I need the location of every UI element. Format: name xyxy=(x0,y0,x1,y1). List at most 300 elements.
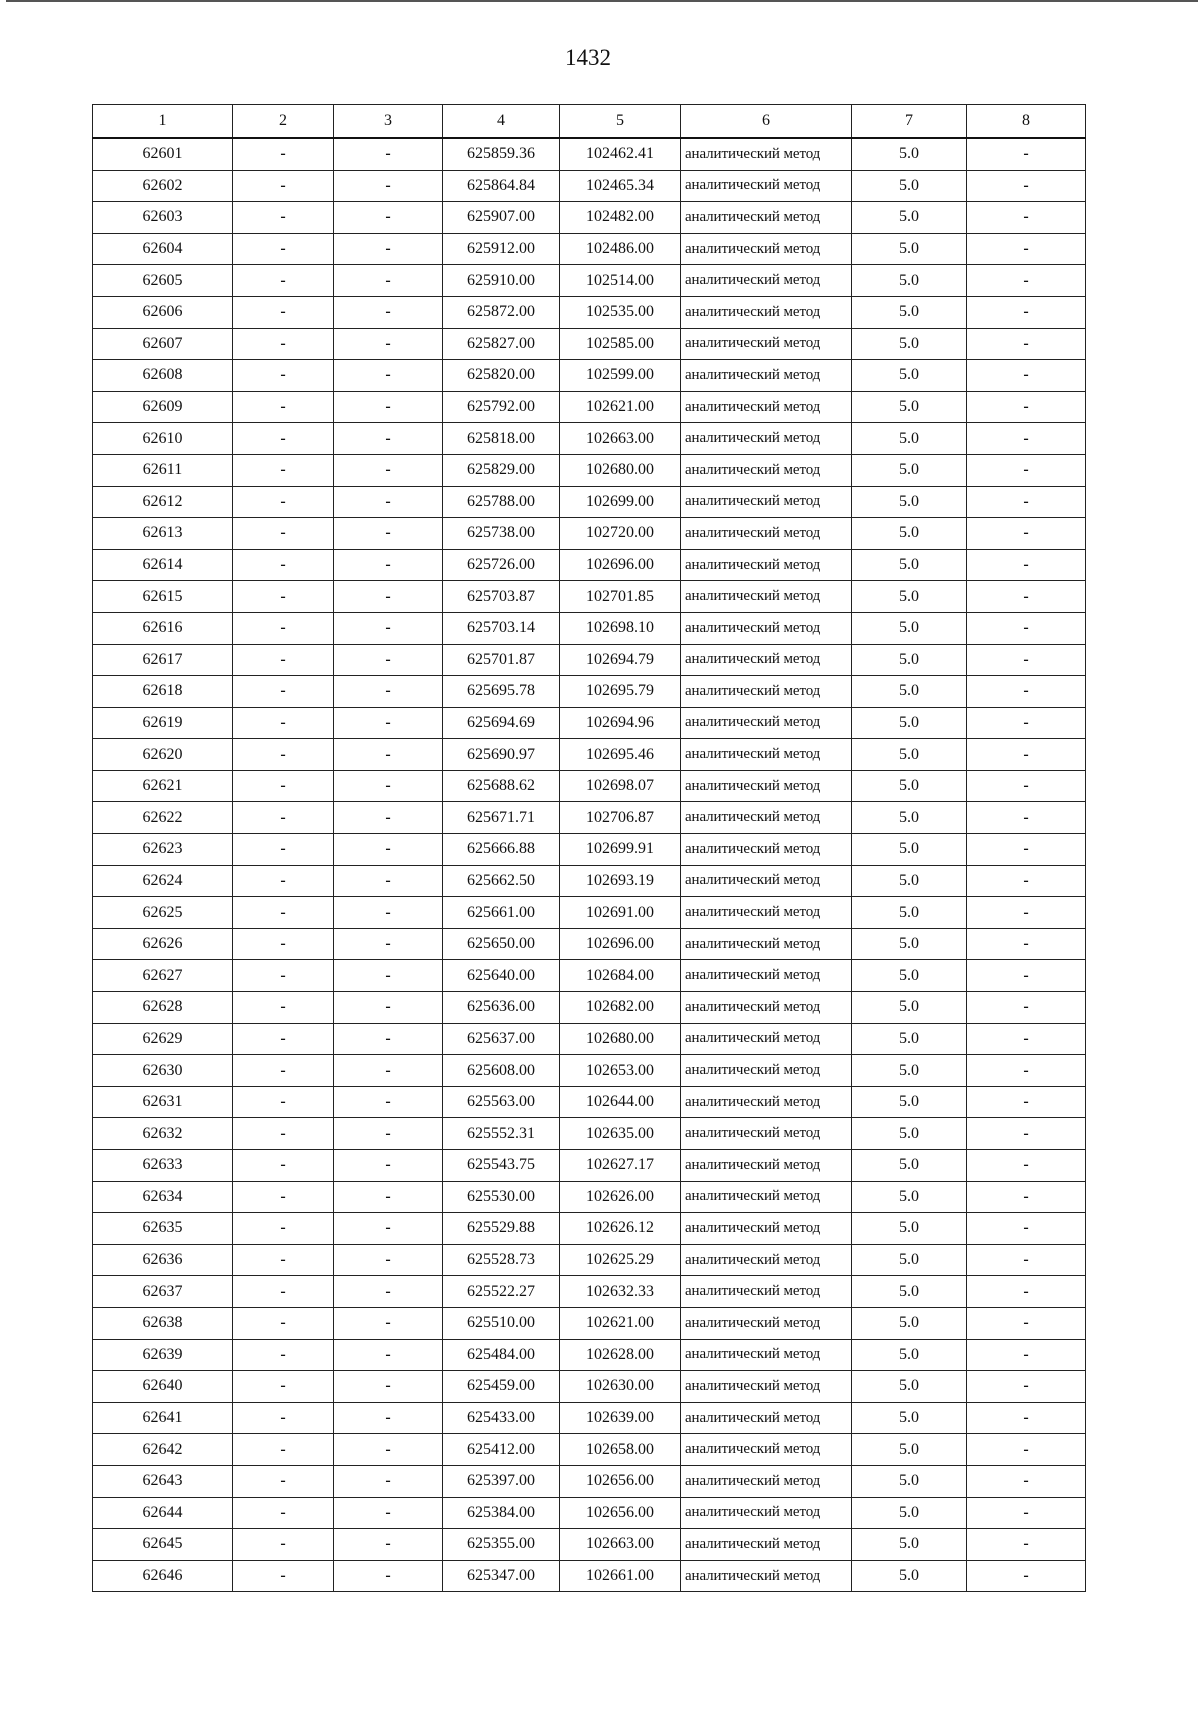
col2-cell: - xyxy=(233,1213,334,1245)
table-row xyxy=(93,928,1086,960)
point-number-cell: 62601 xyxy=(93,138,233,170)
point-number-cell: 62641 xyxy=(93,1402,233,1434)
method-cell: аналитический метод xyxy=(681,707,852,739)
point-number-cell: 62630 xyxy=(93,1055,233,1087)
col8-cell: - xyxy=(967,1307,1086,1339)
col2-cell: - xyxy=(233,423,334,455)
method-cell: аналитический метод xyxy=(681,138,852,170)
method-cell: аналитический метод xyxy=(681,960,852,992)
table-row xyxy=(93,676,1086,708)
method-cell: аналитический метод xyxy=(681,1150,852,1182)
coord-y-cell: 102627.17 xyxy=(560,1150,681,1182)
accuracy-cell: 5.0 xyxy=(852,549,967,581)
accuracy-cell: 5.0 xyxy=(852,707,967,739)
method-cell: аналитический метод xyxy=(681,1402,852,1434)
method-cell: аналитический метод xyxy=(681,1181,852,1213)
accuracy-cell: 5.0 xyxy=(852,518,967,550)
coord-y-cell: 102639.00 xyxy=(560,1402,681,1434)
col2-cell: - xyxy=(233,928,334,960)
point-number-cell: 62636 xyxy=(93,1244,233,1276)
coord-y-cell: 102696.00 xyxy=(560,928,681,960)
table-row xyxy=(93,360,1086,392)
coord-y-cell: 102691.00 xyxy=(560,897,681,929)
coord-y-cell: 102695.46 xyxy=(560,739,681,771)
coord-y-cell: 102698.10 xyxy=(560,612,681,644)
coord-x-cell: 625662.50 xyxy=(443,865,560,897)
col8-cell: - xyxy=(967,1055,1086,1087)
point-number-cell: 62607 xyxy=(93,328,233,360)
table-row xyxy=(93,1023,1086,1055)
coord-y-cell: 102699.00 xyxy=(560,486,681,518)
point-number-cell: 62627 xyxy=(93,960,233,992)
col3-cell: - xyxy=(334,1181,443,1213)
col2-cell: - xyxy=(233,486,334,518)
column-header: 7 xyxy=(852,105,967,139)
col8-cell: - xyxy=(967,739,1086,771)
col2-cell: - xyxy=(233,549,334,581)
accuracy-cell: 5.0 xyxy=(852,1086,967,1118)
col3-cell: - xyxy=(334,360,443,392)
col8-cell: - xyxy=(967,581,1086,613)
col8-cell: - xyxy=(967,834,1086,866)
table-row xyxy=(93,1307,1086,1339)
col8-cell: - xyxy=(967,928,1086,960)
coord-x-cell: 625640.00 xyxy=(443,960,560,992)
col3-cell: - xyxy=(334,1339,443,1371)
accuracy-cell: 5.0 xyxy=(852,454,967,486)
accuracy-cell: 5.0 xyxy=(852,992,967,1024)
col2-cell: - xyxy=(233,1339,334,1371)
col8-cell: - xyxy=(967,1402,1086,1434)
method-cell: аналитический метод xyxy=(681,1086,852,1118)
table-row xyxy=(93,1402,1086,1434)
point-number-cell: 62614 xyxy=(93,549,233,581)
method-cell: аналитический метод xyxy=(681,1307,852,1339)
point-number-cell: 62609 xyxy=(93,391,233,423)
coord-y-cell: 102706.87 xyxy=(560,802,681,834)
coord-x-cell: 625703.87 xyxy=(443,581,560,613)
accuracy-cell: 5.0 xyxy=(852,960,967,992)
coord-x-cell: 625510.00 xyxy=(443,1307,560,1339)
accuracy-cell: 5.0 xyxy=(852,1213,967,1245)
col3-cell: - xyxy=(334,1371,443,1403)
col8-cell: - xyxy=(967,644,1086,676)
coord-x-cell: 625563.00 xyxy=(443,1086,560,1118)
table-row xyxy=(93,1276,1086,1308)
col2-cell: - xyxy=(233,581,334,613)
col8-cell: - xyxy=(967,1023,1086,1055)
coord-y-cell: 102465.34 xyxy=(560,170,681,202)
accuracy-cell: 5.0 xyxy=(852,770,967,802)
method-cell: аналитический метод xyxy=(681,581,852,613)
point-number-cell: 62610 xyxy=(93,423,233,455)
point-number-cell: 62612 xyxy=(93,486,233,518)
method-cell: аналитический метод xyxy=(681,928,852,960)
table-row xyxy=(93,1244,1086,1276)
point-number-cell: 62646 xyxy=(93,1560,233,1592)
coord-x-cell: 625484.00 xyxy=(443,1339,560,1371)
accuracy-cell: 5.0 xyxy=(852,1465,967,1497)
accuracy-cell: 5.0 xyxy=(852,391,967,423)
col8-cell: - xyxy=(967,486,1086,518)
table-row xyxy=(93,1086,1086,1118)
coord-x-cell: 625910.00 xyxy=(443,265,560,297)
method-cell: аналитический метод xyxy=(681,1339,852,1371)
col8-cell: - xyxy=(967,802,1086,834)
col8-cell: - xyxy=(967,1465,1086,1497)
accuracy-cell: 5.0 xyxy=(852,1529,967,1561)
col8-cell: - xyxy=(967,676,1086,708)
method-cell: аналитический метод xyxy=(681,1244,852,1276)
method-cell: аналитический метод xyxy=(681,233,852,265)
col2-cell: - xyxy=(233,1371,334,1403)
accuracy-cell: 5.0 xyxy=(852,138,967,170)
col3-cell: - xyxy=(334,486,443,518)
accuracy-cell: 5.0 xyxy=(852,1023,967,1055)
method-cell: аналитический метод xyxy=(681,1276,852,1308)
col2-cell: - xyxy=(233,1497,334,1529)
table-row xyxy=(93,960,1086,992)
coord-x-cell: 625859.36 xyxy=(443,138,560,170)
col3-cell: - xyxy=(334,770,443,802)
table-row xyxy=(93,1339,1086,1371)
table-row xyxy=(93,138,1086,170)
col8-cell: - xyxy=(967,960,1086,992)
coord-x-cell: 625543.75 xyxy=(443,1150,560,1182)
point-number-cell: 62634 xyxy=(93,1181,233,1213)
col2-cell: - xyxy=(233,1150,334,1182)
col2-cell: - xyxy=(233,1307,334,1339)
table-row xyxy=(93,612,1086,644)
coord-x-cell: 625397.00 xyxy=(443,1465,560,1497)
col8-cell: - xyxy=(967,549,1086,581)
point-number-cell: 62605 xyxy=(93,265,233,297)
accuracy-cell: 5.0 xyxy=(852,486,967,518)
accuracy-cell: 5.0 xyxy=(852,644,967,676)
point-number-cell: 62613 xyxy=(93,518,233,550)
col3-cell: - xyxy=(334,1118,443,1150)
table-row xyxy=(93,1055,1086,1087)
accuracy-cell: 5.0 xyxy=(852,1371,967,1403)
method-cell: аналитический метод xyxy=(681,296,852,328)
page-number: 1432 xyxy=(565,45,611,70)
coord-x-cell: 625636.00 xyxy=(443,992,560,1024)
col2-cell: - xyxy=(233,739,334,771)
point-number-cell: 62608 xyxy=(93,360,233,392)
table-row xyxy=(93,707,1086,739)
col2-cell: - xyxy=(233,1023,334,1055)
accuracy-cell: 5.0 xyxy=(852,676,967,708)
column-header: 1 xyxy=(93,105,233,139)
point-number-cell: 62628 xyxy=(93,992,233,1024)
point-number-cell: 62631 xyxy=(93,1086,233,1118)
col8-cell: - xyxy=(967,518,1086,550)
coord-y-cell: 102701.85 xyxy=(560,581,681,613)
col2-cell: - xyxy=(233,1181,334,1213)
table-body xyxy=(93,138,1086,1592)
col3-cell: - xyxy=(334,549,443,581)
accuracy-cell: 5.0 xyxy=(852,265,967,297)
coord-x-cell: 625701.87 xyxy=(443,644,560,676)
point-number-cell: 62644 xyxy=(93,1497,233,1529)
coord-y-cell: 102698.07 xyxy=(560,770,681,802)
col3-cell: - xyxy=(334,581,443,613)
coord-y-cell: 102663.00 xyxy=(560,423,681,455)
col2-cell: - xyxy=(233,770,334,802)
col8-cell: - xyxy=(967,328,1086,360)
accuracy-cell: 5.0 xyxy=(852,423,967,455)
col3-cell: - xyxy=(334,992,443,1024)
accuracy-cell: 5.0 xyxy=(852,928,967,960)
col2-cell: - xyxy=(233,202,334,234)
table-row xyxy=(93,802,1086,834)
col3-cell: - xyxy=(334,454,443,486)
col3-cell: - xyxy=(334,1213,443,1245)
table-row xyxy=(93,170,1086,202)
col3-cell: - xyxy=(334,612,443,644)
table-row xyxy=(93,518,1086,550)
method-cell: аналитический метод xyxy=(681,1213,852,1245)
point-number-cell: 62624 xyxy=(93,865,233,897)
table-row xyxy=(93,1181,1086,1213)
col3-cell: - xyxy=(334,518,443,550)
accuracy-cell: 5.0 xyxy=(852,1118,967,1150)
accuracy-cell: 5.0 xyxy=(852,296,967,328)
coord-y-cell: 102621.00 xyxy=(560,1307,681,1339)
col3-cell: - xyxy=(334,265,443,297)
coord-y-cell: 102656.00 xyxy=(560,1497,681,1529)
coord-y-cell: 102462.41 xyxy=(560,138,681,170)
col2-cell: - xyxy=(233,707,334,739)
col2-cell: - xyxy=(233,1434,334,1466)
coord-y-cell: 102626.00 xyxy=(560,1181,681,1213)
coord-y-cell: 102680.00 xyxy=(560,454,681,486)
method-cell: аналитический метод xyxy=(681,865,852,897)
coord-y-cell: 102696.00 xyxy=(560,549,681,581)
coord-y-cell: 102514.00 xyxy=(560,265,681,297)
table-row xyxy=(93,1434,1086,1466)
col2-cell: - xyxy=(233,518,334,550)
method-cell: аналитический метод xyxy=(681,1434,852,1466)
col2-cell: - xyxy=(233,296,334,328)
table-row xyxy=(93,834,1086,866)
col8-cell: - xyxy=(967,391,1086,423)
coord-y-cell: 102694.96 xyxy=(560,707,681,739)
method-cell: аналитический метод xyxy=(681,1118,852,1150)
point-number-cell: 62602 xyxy=(93,170,233,202)
coord-y-cell: 102585.00 xyxy=(560,328,681,360)
column-header: 8 xyxy=(967,105,1086,139)
accuracy-cell: 5.0 xyxy=(852,1307,967,1339)
col8-cell: - xyxy=(967,1276,1086,1308)
method-cell: аналитический метод xyxy=(681,518,852,550)
coord-y-cell: 102693.19 xyxy=(560,865,681,897)
table-row xyxy=(93,328,1086,360)
col8-cell: - xyxy=(967,1339,1086,1371)
accuracy-cell: 5.0 xyxy=(852,1150,967,1182)
method-cell: аналитический метод xyxy=(681,897,852,929)
coord-y-cell: 102632.33 xyxy=(560,1276,681,1308)
col2-cell: - xyxy=(233,676,334,708)
coord-x-cell: 625907.00 xyxy=(443,202,560,234)
col2-cell: - xyxy=(233,1055,334,1087)
col8-cell: - xyxy=(967,865,1086,897)
col8-cell: - xyxy=(967,1213,1086,1245)
accuracy-cell: 5.0 xyxy=(852,328,967,360)
col3-cell: - xyxy=(334,1244,443,1276)
method-cell: аналитический метод xyxy=(681,423,852,455)
method-cell: аналитический метод xyxy=(681,1497,852,1529)
coord-x-cell: 625690.97 xyxy=(443,739,560,771)
col8-cell: - xyxy=(967,1244,1086,1276)
col2-cell: - xyxy=(233,644,334,676)
col8-cell: - xyxy=(967,1529,1086,1561)
col3-cell: - xyxy=(334,897,443,929)
col3-cell: - xyxy=(334,1307,443,1339)
col3-cell: - xyxy=(334,1086,443,1118)
column-header: 6 xyxy=(681,105,852,139)
point-number-cell: 62606 xyxy=(93,296,233,328)
coord-x-cell: 625530.00 xyxy=(443,1181,560,1213)
method-cell: аналитический метод xyxy=(681,992,852,1024)
col3-cell: - xyxy=(334,296,443,328)
col3-cell: - xyxy=(334,1276,443,1308)
table-row xyxy=(93,865,1086,897)
col8-cell: - xyxy=(967,897,1086,929)
coord-y-cell: 102626.12 xyxy=(560,1213,681,1245)
accuracy-cell: 5.0 xyxy=(852,1055,967,1087)
coord-x-cell: 625694.69 xyxy=(443,707,560,739)
col8-cell: - xyxy=(967,707,1086,739)
coord-x-cell: 625688.62 xyxy=(443,770,560,802)
coord-x-cell: 625608.00 xyxy=(443,1055,560,1087)
method-cell: аналитический метод xyxy=(681,265,852,297)
method-cell: аналитический метод xyxy=(681,170,852,202)
point-number-cell: 62632 xyxy=(93,1118,233,1150)
method-cell: аналитический метод xyxy=(681,360,852,392)
table-row xyxy=(93,296,1086,328)
col8-cell: - xyxy=(967,1150,1086,1182)
point-number-cell: 62619 xyxy=(93,707,233,739)
col3-cell: - xyxy=(334,928,443,960)
method-cell: аналитический метод xyxy=(681,486,852,518)
table-row xyxy=(93,202,1086,234)
coord-x-cell: 625788.00 xyxy=(443,486,560,518)
col8-cell: - xyxy=(967,1371,1086,1403)
point-number-cell: 62643 xyxy=(93,1465,233,1497)
col3-cell: - xyxy=(334,391,443,423)
coord-y-cell: 102661.00 xyxy=(560,1560,681,1592)
coord-x-cell: 625695.78 xyxy=(443,676,560,708)
col8-cell: - xyxy=(967,233,1086,265)
col8-cell: - xyxy=(967,1497,1086,1529)
coord-y-cell: 102630.00 xyxy=(560,1371,681,1403)
point-number-cell: 62621 xyxy=(93,770,233,802)
col2-cell: - xyxy=(233,992,334,1024)
method-cell: аналитический метод xyxy=(681,676,852,708)
column-header: 3 xyxy=(334,105,443,139)
point-number-cell: 62620 xyxy=(93,739,233,771)
coord-x-cell: 625637.00 xyxy=(443,1023,560,1055)
col3-cell: - xyxy=(334,1434,443,1466)
point-number-cell: 62629 xyxy=(93,1023,233,1055)
point-number-cell: 62625 xyxy=(93,897,233,929)
method-cell: аналитический метод xyxy=(681,549,852,581)
point-number-cell: 62640 xyxy=(93,1371,233,1403)
table-row xyxy=(93,423,1086,455)
point-number-cell: 62637 xyxy=(93,1276,233,1308)
table-row xyxy=(93,1560,1086,1592)
col2-cell: - xyxy=(233,1086,334,1118)
method-cell: аналитический метод xyxy=(681,612,852,644)
column-header: 5 xyxy=(560,105,681,139)
col3-cell: - xyxy=(334,1055,443,1087)
coord-x-cell: 625827.00 xyxy=(443,328,560,360)
col8-cell: - xyxy=(967,423,1086,455)
method-cell: аналитический метод xyxy=(681,454,852,486)
accuracy-cell: 5.0 xyxy=(852,834,967,866)
table-row xyxy=(93,233,1086,265)
col2-cell: - xyxy=(233,1465,334,1497)
coord-x-cell: 625864.84 xyxy=(443,170,560,202)
col8-cell: - xyxy=(967,138,1086,170)
coord-x-cell: 625792.00 xyxy=(443,391,560,423)
coordinates-table xyxy=(92,104,1086,1592)
col2-cell: - xyxy=(233,454,334,486)
coord-x-cell: 625726.00 xyxy=(443,549,560,581)
point-number-cell: 62645 xyxy=(93,1529,233,1561)
col3-cell: - xyxy=(334,644,443,676)
coord-x-cell: 625650.00 xyxy=(443,928,560,960)
method-cell: аналитический метод xyxy=(681,802,852,834)
table-row xyxy=(93,992,1086,1024)
col3-cell: - xyxy=(334,802,443,834)
col3-cell: - xyxy=(334,233,443,265)
accuracy-cell: 5.0 xyxy=(852,1276,967,1308)
col8-cell: - xyxy=(967,170,1086,202)
accuracy-cell: 5.0 xyxy=(852,1181,967,1213)
col3-cell: - xyxy=(334,707,443,739)
table-row xyxy=(93,391,1086,423)
col2-cell: - xyxy=(233,834,334,866)
table-row xyxy=(93,265,1086,297)
col3-cell: - xyxy=(334,676,443,708)
col2-cell: - xyxy=(233,1276,334,1308)
col8-cell: - xyxy=(967,360,1086,392)
coord-x-cell: 625384.00 xyxy=(443,1497,560,1529)
accuracy-cell: 5.0 xyxy=(852,802,967,834)
method-cell: аналитический метод xyxy=(681,1371,852,1403)
method-cell: аналитический метод xyxy=(681,1023,852,1055)
col2-cell: - xyxy=(233,802,334,834)
col3-cell: - xyxy=(334,138,443,170)
table-row xyxy=(93,1497,1086,1529)
col8-cell: - xyxy=(967,1086,1086,1118)
table-row xyxy=(93,1371,1086,1403)
point-number-cell: 62642 xyxy=(93,1434,233,1466)
col8-cell: - xyxy=(967,202,1086,234)
point-number-cell: 62638 xyxy=(93,1307,233,1339)
col8-cell: - xyxy=(967,1118,1086,1150)
col3-cell: - xyxy=(334,1465,443,1497)
accuracy-cell: 5.0 xyxy=(852,897,967,929)
coord-y-cell: 102658.00 xyxy=(560,1434,681,1466)
col3-cell: - xyxy=(334,202,443,234)
point-number-cell: 62618 xyxy=(93,676,233,708)
coord-y-cell: 102720.00 xyxy=(560,518,681,550)
col8-cell: - xyxy=(967,770,1086,802)
column-header: 4 xyxy=(443,105,560,139)
